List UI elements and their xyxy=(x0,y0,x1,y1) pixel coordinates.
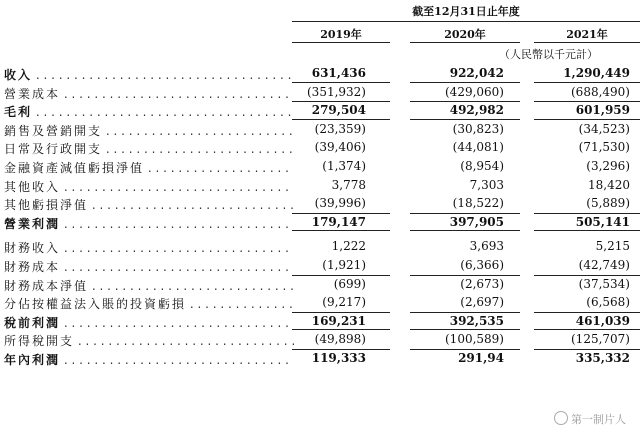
table-row xyxy=(0,64,640,83)
table-row xyxy=(0,157,640,176)
row-label: 所得稅開支 . . . xyxy=(4,332,294,349)
row-label: 銷售及營銷開支 . . . xyxy=(4,122,294,139)
row-label: 營業成本 . . . xyxy=(4,85,294,102)
cell-value: 461,039 xyxy=(575,313,630,328)
cell-value: (5,889) xyxy=(586,196,630,211)
row-label: 其他虧損淨值 . . . xyxy=(4,196,294,213)
cell-value: (2,673) xyxy=(460,276,504,291)
cell-value: 922,042 xyxy=(449,66,504,80)
cell-value: 397,905 xyxy=(449,214,504,229)
row-label: 財務成本淨值 . . . xyxy=(4,277,294,294)
cell-value: 5,215 xyxy=(595,239,630,254)
cell-value: (71,530) xyxy=(578,140,630,155)
cell-value: 169,231 xyxy=(311,313,366,328)
period-title: 截至12月31日止年度 xyxy=(412,5,520,18)
cell-value: (699) xyxy=(333,276,366,291)
cell-value: (23,359) xyxy=(314,121,366,136)
cell-value: (1,374) xyxy=(322,158,366,173)
table-row xyxy=(0,312,640,331)
currency-unit-note: （人民幣以千元計） xyxy=(499,48,598,61)
cell-value: 631,436 xyxy=(311,66,366,80)
cell-value: 18,420 xyxy=(588,177,630,192)
cell-value: (30,823) xyxy=(452,121,504,136)
cell-value: (9,217) xyxy=(322,295,366,310)
income-statement-table xyxy=(0,64,640,368)
cell-value: (100,589) xyxy=(445,332,504,347)
table-row xyxy=(0,120,640,139)
cell-value: (39,406) xyxy=(314,140,366,155)
year-2020-header: 2020年 xyxy=(444,28,486,41)
cell-value: (39,996) xyxy=(314,196,366,211)
cell-value: (2,697) xyxy=(460,295,504,310)
cell-value: (3,296) xyxy=(586,158,630,173)
subtotal-rule xyxy=(410,101,520,102)
row-label: 財務成本 . . . xyxy=(4,258,294,275)
cell-value: (37,534) xyxy=(578,276,630,291)
total-rule xyxy=(534,230,640,231)
table-row xyxy=(0,349,640,368)
subtotal-rule xyxy=(410,349,520,350)
total-rule xyxy=(292,230,390,231)
year-2019-header: 2019年 xyxy=(320,28,362,41)
cell-value: (8,954) xyxy=(460,158,504,173)
table-row xyxy=(0,293,640,312)
subtotal-rule xyxy=(292,349,390,350)
table-row xyxy=(0,213,640,232)
row-label: 分佔按權益法入賬的投資虧損 . . . xyxy=(4,295,294,312)
subtotal-rule xyxy=(534,312,640,313)
subtotal-rule xyxy=(534,101,640,102)
table-row xyxy=(0,194,640,213)
year-2021-header: 2021年 xyxy=(566,28,608,41)
watermark-text: 第一制片人 xyxy=(571,413,626,426)
cell-value: (42,749) xyxy=(578,257,630,272)
cell-value: (34,523) xyxy=(578,121,630,136)
cell-value: 335,332 xyxy=(575,350,630,365)
subtotal-rule xyxy=(410,275,520,276)
row-label: 日常及行政開支 . . . xyxy=(4,140,294,157)
cell-value: 291,94 xyxy=(458,350,504,365)
watermark xyxy=(554,411,626,427)
cell-value: 601,959 xyxy=(575,103,630,118)
cell-value: 179,147 xyxy=(311,214,366,229)
subtotal-rule xyxy=(410,213,520,214)
cell-value: 3,693 xyxy=(469,239,504,254)
year-rule xyxy=(410,42,520,43)
row-label: 年內利潤 . . . xyxy=(4,351,294,368)
subtotal-rule xyxy=(292,312,390,313)
table-row xyxy=(0,330,640,349)
cell-value: (429,060) xyxy=(445,84,504,99)
table-row xyxy=(0,275,640,294)
subtotal-rule xyxy=(534,349,640,350)
subtotal-rule xyxy=(534,213,640,214)
cell-value: (125,707) xyxy=(571,332,630,347)
cell-value: (6,568) xyxy=(586,295,630,310)
cell-value: 3,778 xyxy=(331,177,366,192)
row-label: 稅前利潤 . . . xyxy=(4,314,294,331)
header-rule xyxy=(292,21,640,22)
table-row xyxy=(0,83,640,102)
row-label: 毛利 . . . xyxy=(4,103,294,120)
cell-value: 279,504 xyxy=(311,103,366,118)
row-label: 營業利潤 . . . xyxy=(4,215,294,232)
table-row xyxy=(0,101,640,120)
cell-value: (351,932) xyxy=(307,84,366,99)
year-rule xyxy=(292,42,390,43)
cell-value: (44,081) xyxy=(452,140,504,155)
subtotal-rule xyxy=(292,213,390,214)
cell-value: (18,522) xyxy=(452,196,504,211)
cell-value: (6,366) xyxy=(460,257,504,272)
table-row xyxy=(0,237,640,256)
cell-value: 1,222 xyxy=(331,239,366,254)
subtotal-rule xyxy=(292,101,390,102)
cell-value: 119,333 xyxy=(311,350,366,365)
subtotal-rule xyxy=(292,275,390,276)
cell-value: 1,290,449 xyxy=(563,66,630,80)
row-label: 財務收入 . . . xyxy=(4,239,294,256)
year-rule xyxy=(534,42,640,43)
cell-value: 392,535 xyxy=(449,313,504,328)
row-label: 收入 . . . xyxy=(4,66,294,83)
row-label: 其他收入 . . . xyxy=(4,178,294,195)
subtotal-rule xyxy=(410,312,520,313)
cell-value: 492,982 xyxy=(449,103,504,118)
watermark-icon xyxy=(554,411,568,425)
subtotal-rule xyxy=(534,275,640,276)
cell-value: (688,490) xyxy=(571,84,630,99)
cell-value: (1,921) xyxy=(322,257,366,272)
row-label: 金融資產減值虧損淨值 . . . xyxy=(4,159,294,176)
table-row xyxy=(0,176,640,195)
cell-value: 7,303 xyxy=(469,177,504,192)
table-row xyxy=(0,256,640,275)
table-row xyxy=(0,138,640,157)
total-rule xyxy=(410,230,520,231)
cell-value: (49,898) xyxy=(314,332,366,347)
cell-value: 505,141 xyxy=(575,214,630,229)
